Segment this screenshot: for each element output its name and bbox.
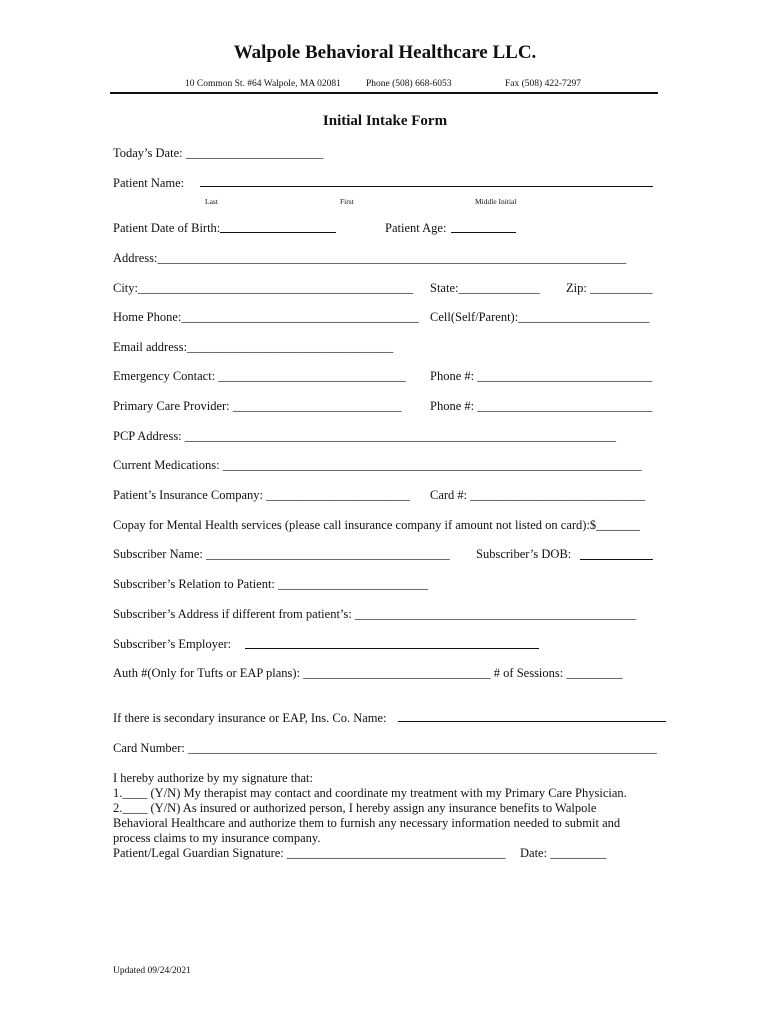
auth-field[interactable]: Auth #(Only for Tufts or EAP plans): ______________________________ # of Sessions: _________	[113, 666, 623, 680]
pcp-address-field[interactable]: PCP Address: _____________________________________________________________________	[113, 429, 617, 443]
cell-field[interactable]: Cell(Self/Parent):_____________________	[430, 310, 650, 324]
subscriber-dob-input-line[interactable]	[580, 559, 653, 560]
dob-label: Patient Date of Birth:	[113, 221, 221, 235]
zip-field[interactable]: Zip: __________	[566, 281, 653, 295]
dob-input-line[interactable]	[220, 232, 336, 233]
authorization-item-2[interactable]: 2.____ (Y/N) As insured or authorized person, I hereby assign any insurance benefits to Walpole	[113, 801, 597, 815]
header-divider	[110, 92, 658, 94]
name-last-caption: Last	[205, 197, 218, 206]
org-name: Walpole Behavioral Healthcare LLC.	[233, 42, 537, 63]
subscriber-address-field[interactable]: Subscriber’s Address if different from patient’s: _____________________________________________	[113, 607, 637, 621]
city-field[interactable]: City:____________________________________________	[113, 281, 414, 295]
address-field[interactable]: Address:___________________________________________________________________________	[113, 251, 627, 265]
state-field[interactable]: State:_____________	[430, 281, 540, 295]
emergency-phone-field[interactable]: Phone #: ____________________________	[430, 369, 653, 383]
org-address: 10 Common St. #64 Walpole, MA 02081	[185, 79, 341, 89]
name-first-caption: First	[340, 197, 354, 206]
medications-field[interactable]: Current Medications: ___________________________________________________________________	[113, 458, 642, 472]
org-fax: Fax (508) 422-7297	[505, 79, 581, 89]
org-phone: Phone (508) 668-6053	[366, 79, 452, 89]
card-number-field[interactable]: Card Number: ___________________________________________________________________________	[113, 741, 657, 755]
authorization-item-2-cont: process claims to my insurance company.	[113, 831, 321, 845]
authorization-item-1[interactable]: 1.____ (Y/N) My therapist may contact and coordinate my treatment with my Primary Care Physician.	[113, 786, 627, 800]
secondary-insurance-input-line[interactable]	[398, 721, 666, 722]
signature-date-field[interactable]: Date: _________	[520, 846, 607, 860]
secondary-insurance-label: If there is secondary insurance or EAP, Ins. Co. Name:	[113, 711, 387, 725]
email-field[interactable]: Email address:_________________________________	[113, 340, 394, 354]
home-phone-field[interactable]: Home Phone:______________________________________	[113, 310, 419, 324]
pcp-phone-field[interactable]: Phone #: ____________________________	[430, 399, 653, 413]
subscriber-dob-label: Subscriber’s DOB:	[476, 547, 572, 561]
insurance-company-field[interactable]: Patient’s Insurance Company: _______________________	[113, 488, 410, 502]
updated-note: Updated 09/24/2021	[113, 966, 191, 976]
subscriber-relation-field[interactable]: Subscriber’s Relation to Patient: ________________________	[113, 577, 429, 591]
card-field[interactable]: Card #: ____________________________	[430, 488, 646, 502]
authorization-item-2-cont: Behavioral Healthcare and authorize them to furnish any necessary information needed to submit and	[113, 816, 621, 830]
signature-field[interactable]: Patient/Legal Guardian Signature: ___________________________________	[113, 846, 506, 860]
subscriber-employer-input-line[interactable]	[245, 648, 539, 649]
pcp-field[interactable]: Primary Care Provider: ___________________________	[113, 399, 402, 413]
emergency-contact-field[interactable]: Emergency Contact: ______________________________	[113, 369, 406, 383]
name-middle-caption: Middle Initial	[475, 197, 517, 206]
patient-name-input-line[interactable]	[200, 186, 653, 187]
authorization-intro: I hereby authorize by my signature that:	[113, 771, 313, 785]
age-input-line[interactable]	[451, 232, 516, 233]
form-title: Initial Intake Form	[322, 113, 448, 129]
todays-date-field[interactable]: Today’s Date: ______________________	[113, 146, 324, 160]
patient-name-label: Patient Name:	[113, 176, 185, 190]
subscriber-name-field[interactable]: Subscriber Name: _______________________________________	[113, 547, 450, 561]
subscriber-employer-label: Subscriber’s Employer:	[113, 637, 232, 651]
copay-field[interactable]: Copay for Mental Health services (please call insurance company if amount not listed on card):$_______	[113, 518, 640, 532]
age-label: Patient Age:	[385, 221, 447, 235]
